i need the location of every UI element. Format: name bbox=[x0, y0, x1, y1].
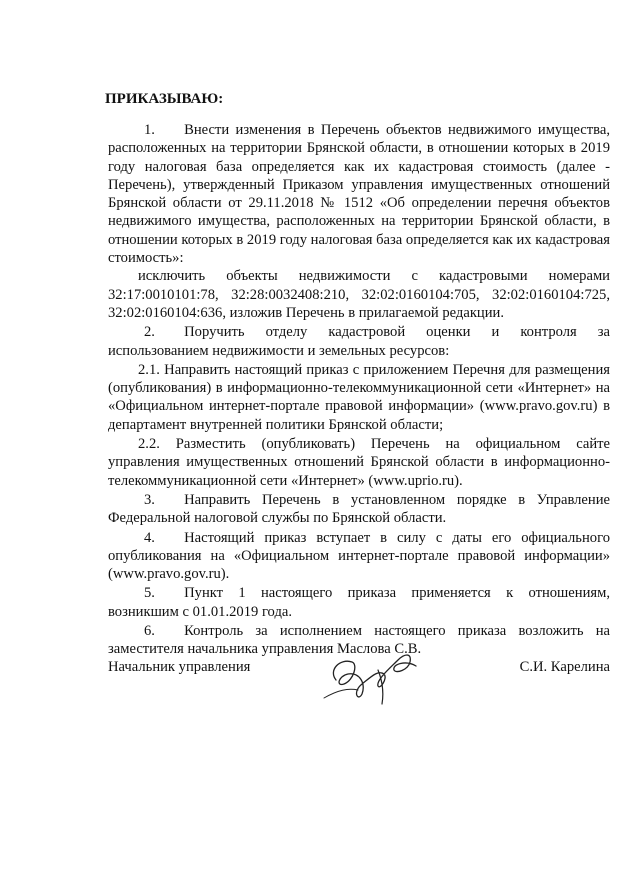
paragraph-5: 5. Пункт 1 настоящего приказа применяется к отношениям, возникшим с 01.01.2019 года. bbox=[108, 585, 610, 620]
paragraph-3: 3. Направить Перечень в установленном порядке в Управление Федеральной налоговой службы по Брянской области. bbox=[108, 491, 610, 527]
paragraph-1-exclude: исключить объекты недвижимости с кадастровыми номерами 32:17:0010101:78, 32:28:0032408:210, 32:02:0160104:705, 32:02:0160104:725, 32:02:0160104:636, изложив Перечень в прилагаемой редакции. bbox=[108, 268, 610, 321]
document-body bbox=[108, 121, 610, 659]
handwritten-signature bbox=[318, 640, 428, 710]
paragraph-6: 6. Контроль за исполнением настоящего приказа возложить на заместителя начальника управления Маслова С.В. bbox=[108, 623, 610, 658]
paragraph-4: 4. Настоящий приказ вступает в силу с даты его официального опубликования на «Официальном интернет-портале правовой информации» (www.pravo.gov.ru). bbox=[108, 529, 610, 583]
paragraph-2-2: 2.2. Разместить (опубликовать) Перечень на официальном сайте управления имущественных отношений Брянской области в информационно-телекоммуникационной сети «Интернет» (www.uprio.ru). bbox=[108, 436, 610, 489]
signatory-title: Начальник управления bbox=[108, 659, 251, 675]
paragraph-2-1: 2.1. Направить настоящий приказ с приложением Перечня для размещения (опубликования) в информационно-телекоммуникационной сети «Интернет» на «Официальном интернет-портале правовой информации» (www.pravo.gov.ru) в департамент внутренней политики Брянской области; bbox=[108, 361, 610, 433]
paragraph-2: 2. Поручить отделу кадастровой оценки и контроля за использованием недвижимости и земельных ресурсов: bbox=[108, 324, 610, 359]
signatory-name: С.И. Карелина bbox=[519, 659, 610, 675]
paragraph-1: 1. Внести изменения в Перечень объектов недвижимого имущества, расположенных на территории Брянской области, в отношении которых в 2019 году налоговая база определяется как их кадастровая стоимость (далее - Перечень), утвержденный Приказом управления имущественных отношений Брянской области от 29.11.2018 № 1512 «Об определении перечня объектов недвижимого имущества, расположенных на территории Брянской области, в отношении которых в 2019 году налоговая база определяется как их кадастровая стоимость»: bbox=[108, 122, 610, 267]
order-heading: ПРИКАЗЫВАЮ: bbox=[105, 91, 224, 107]
